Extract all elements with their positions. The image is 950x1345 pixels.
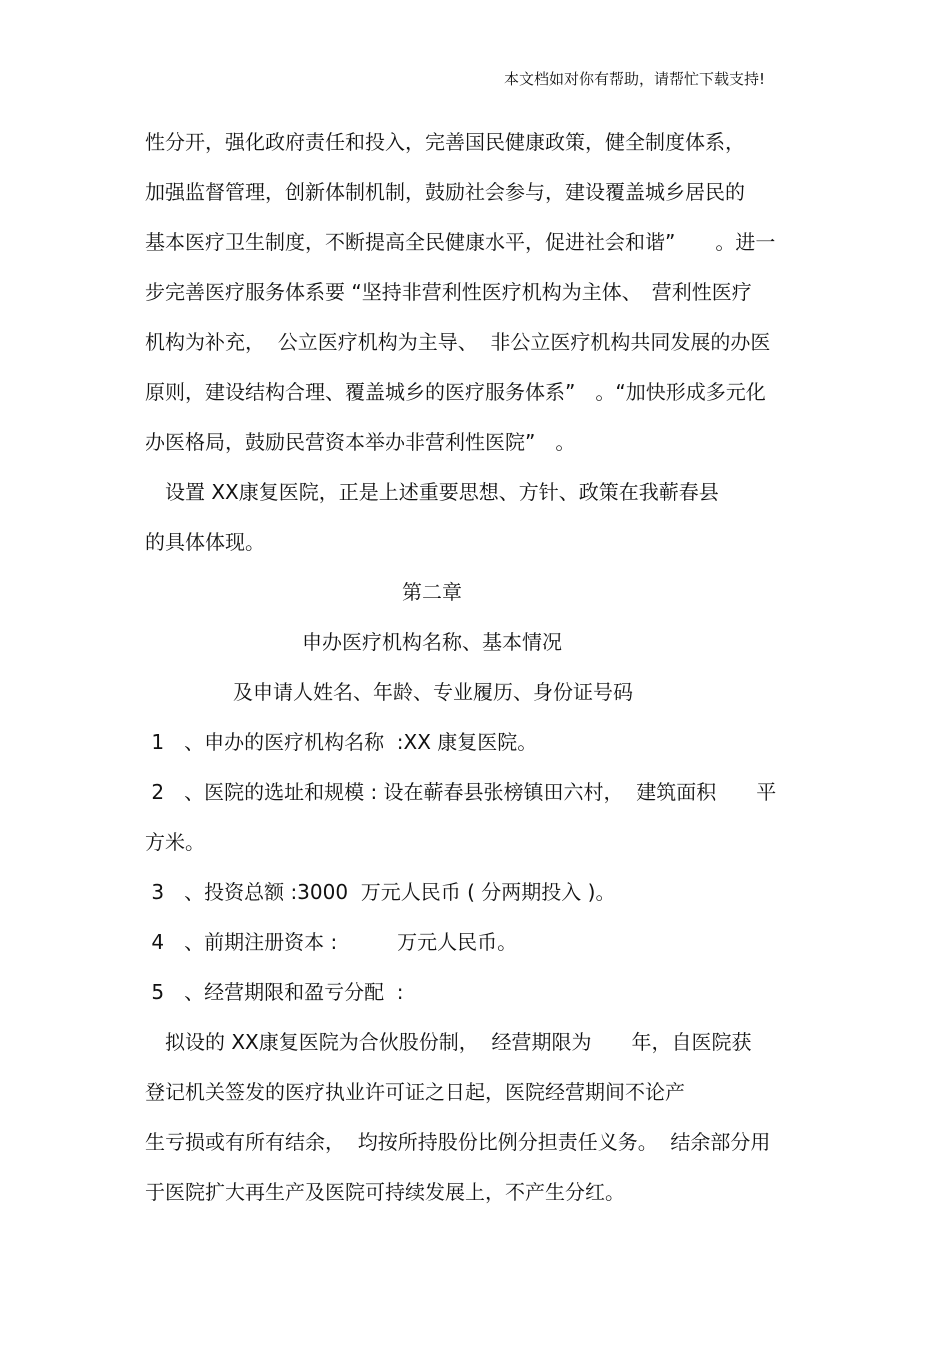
body-line-9: 的具体体现。 [145, 530, 265, 554]
item-4: 4 、前期注册资本 : 万元人民币。 [145, 930, 518, 954]
body-line-8: 设置 XX康复医院，正是上述重要思想、方针、政策在我蕲春县 [145, 480, 719, 504]
closing-line-4: 于医院扩大再生产及医院可持续发展上，不产生分红。 [145, 1180, 625, 1204]
closing-line-3: 生亏损或有所有结余， 均按所持股份比例分担责任义务。 结余部分用 [145, 1130, 771, 1154]
item-1: 1 、申办的医疗机构名称 :XX 康复医院。 [145, 730, 538, 754]
body-line-7: 办医格局，鼓励民营资本举办非营利性医院” 。 [145, 430, 576, 454]
chapter-subtitle: 及申请人姓名、年龄、专业履历、身份证号码 [233, 680, 633, 704]
body-line-2: 加强监督管理，创新体制机制，鼓励社会参与，建设覆盖城乡居民的 [145, 180, 745, 204]
body-line-6: 原则，建设结构合理、覆盖城乡的医疗服务体系” 。“加快形成多元化 [145, 380, 766, 404]
body-line-4: 步完善医疗服务体系要 “坚持非营利性医疗机构为主体、 营利性医疗 [145, 280, 752, 304]
header-note: 本文档如对你有帮助，请帮忙下载支持! [504, 70, 766, 88]
closing-line-1: 拟设的 XX康复医院为合伙股份制， 经营期限为 年，自医院获 [145, 1030, 752, 1054]
chapter-number: 第二章 [402, 580, 462, 604]
item-3: 3 、投资总额 :3000 万元人民币 ( 分两期投入 )。 [145, 880, 616, 904]
body-line-1: 性分开，强化政府责任和投入，完善国民健康政策，健全制度体系， [145, 130, 745, 154]
body-line-5: 机构为补充， 公立医疗机构为主导、 非公立医疗机构共同发展的办医 [145, 330, 771, 354]
item-5: 5 、经营期限和盈亏分配 : [145, 980, 404, 1004]
body-line-3: 基本医疗卫生制度，不断提高全民健康水平，促进社会和谐” 。进一 [145, 230, 776, 254]
item-2: 2 、医院的选址和规模 : 设在蕲春县张榜镇田六村， 建筑面积 平 [145, 780, 777, 804]
item-2-continued: 方米。 [145, 830, 205, 854]
closing-line-2: 登记机关签发的医疗执业许可证之日起，医院经营期间不论产 [145, 1080, 685, 1104]
chapter-title: 申办医疗机构名称、基本情况 [302, 630, 562, 654]
